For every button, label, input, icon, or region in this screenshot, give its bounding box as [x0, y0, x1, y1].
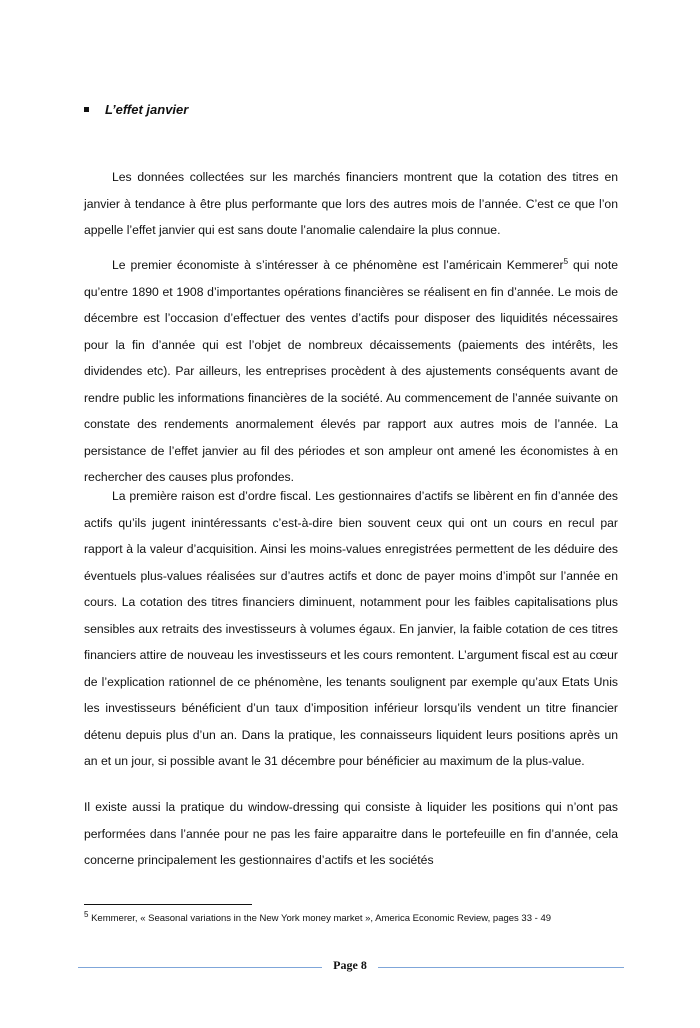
footnote-number: 5	[84, 909, 89, 919]
square-bullet-icon	[84, 107, 89, 112]
footnote-reference[interactable]: 5	[563, 256, 569, 266]
paragraph-1-text: Les données collectées sur les marchés financiers montrent que la cotation des titres en janvier à tendance à être plus performante que lors des autres mois de l’année. C’est ce que l’on appelle l’effet janvier qui est sans doute l’anomalie calendaire la plus connue.	[84, 170, 618, 237]
paragraph-2-text	[84, 252, 618, 491]
paragraph-3	[84, 483, 618, 775]
paragraph-1	[84, 164, 618, 244]
footer-rule-right	[378, 967, 624, 968]
paragraph-3-text: La première raison est d’ordre fiscal. Les gestionnaires d’actifs se libèrent en fin d’année des actifs qu’ils jugent inintéressants c’est-à-dire bien souvent ceux qui ont un cours en recul par rapport à la valeur d’acquisition. Ainsi les moins-values enregistrées permettent de les déduire des éventuels plus-values réalisées sur d’autres actifs et donc de payer moins d’impôt sur l’année en cours. La cotation des titres financiers diminuent, notamment pour les faibles capitalisations plus sensibles aux retraits des investisseurs à volumes égaux. En janvier, la faible cotation de ces titres financiers attire de nouveau les investisseurs et les cours remontent. L’argument fiscal est au cœur de l’explication rationnel de ce phénomène, les tenants soulignent par exemple qu’aux Etats Unis les investisseurs bénéficient d’un taux d’imposition inférieur lorsqu’ils vendent un titre financier détenu depuis plus d’un an. Dans la pratique, les connaisseurs liquident leurs positions après un an et un jour, si possible avant le 31 décembre pour bénéficier au maximum de la plus-value.	[84, 489, 618, 768]
footer-rule-left	[78, 967, 322, 968]
page-number: Page 8	[333, 958, 367, 972]
section-heading-text: L’effet janvier	[105, 102, 189, 117]
paragraph-2	[84, 252, 618, 491]
footnote-text: Kemmerer, « Seasonal variations in the New York money market », America Economic Review, pages 33 - 49	[88, 913, 552, 924]
footnote	[84, 909, 624, 926]
footnote-separator	[84, 904, 252, 905]
paragraph-4-text: Il existe aussi la pratique du window-dressing qui consiste à liquider les positions qui n’ont pas performées dans l’année pour ne pas les faire apparaitre dans le portefeuille en fin d’année, cela concerne principalement les gestionnaires d’actifs et les sociétés	[84, 800, 618, 867]
paragraph-2-end: qui note qu’entre 1890 et 1908 d’importantes opérations financières se réalisent en fin d’année. Le mois de décembre est l’occasion d’effectuer des ventes d’actifs pour disposer des liquidités nécessaires pour la fin d’année qui est l’objet de nombreux décaissements (paiements des intérêts, les dividendes etc). Par ailleurs, les entreprises procèdent à des ajustements conséquents avant de rendre public les informations financières de la société. Au commencement de l’année suivante on constate des rendements anormalement élevés par rapport aux autres mois de l’année. La persistance de l’effet janvier au fil des périodes et son ampleur ont amené les économistes à en rechercher des causes plus profondes.	[84, 258, 618, 484]
paragraph-2-start: Le premier économiste à s’intéresser à ce phénomène est l’américain Kemmerer	[112, 258, 564, 272]
section-heading	[84, 102, 188, 117]
paragraph-4	[84, 794, 618, 874]
